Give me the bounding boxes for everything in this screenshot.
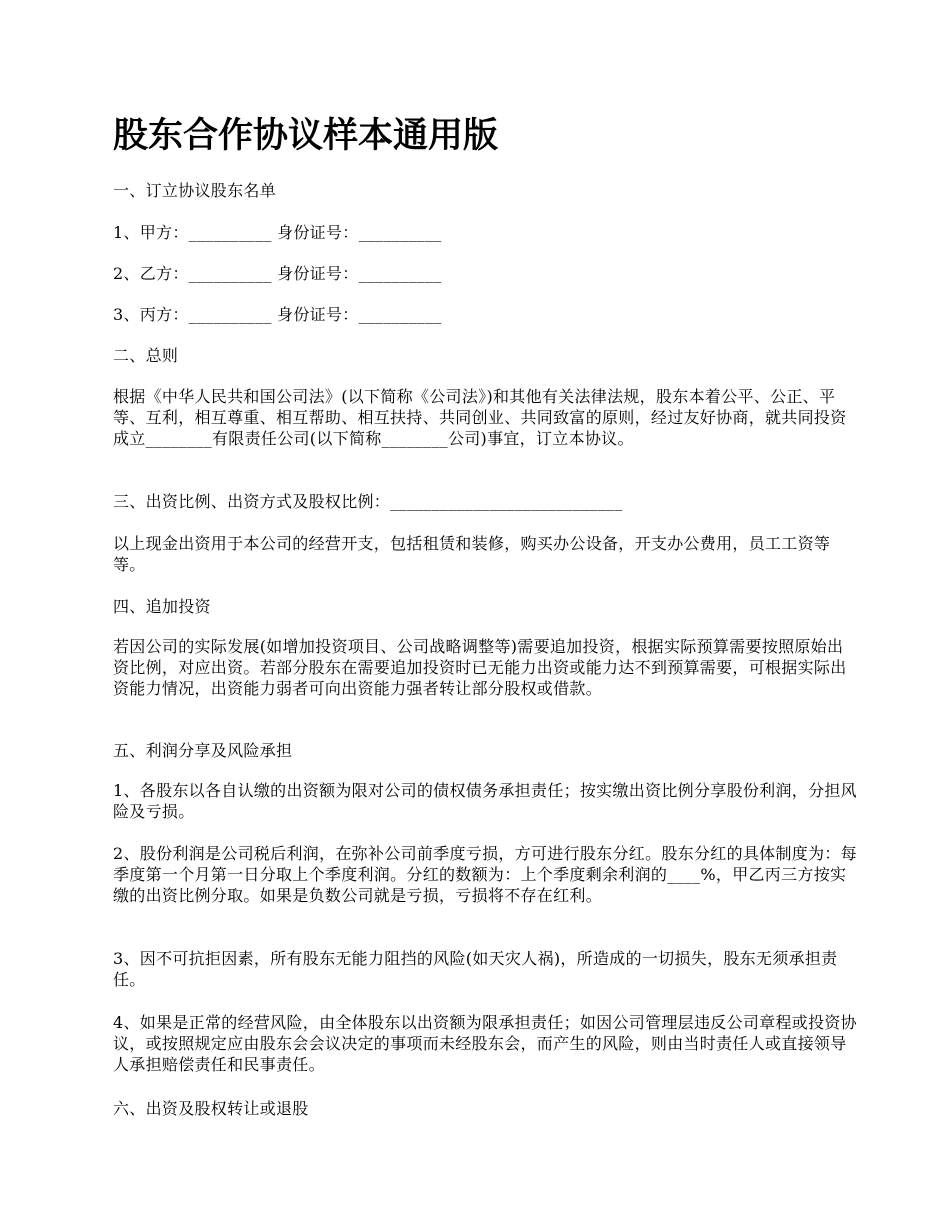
section-heading-5: 五、利润分享及风险承担 — [113, 741, 293, 760]
additional-investment-paragraph: 若因公司的实际发展(如增加投资项目、公司战略调整等)需要追加投资，根据实际预算需要按照原始出资比例，对应出资。若部分股东在需要追加投资时已无能力出资或能力达不到预算需要，可根据实际出资能力情况，出资能力弱者可向出资能力强者转让部分股权或借款。 — [113, 637, 847, 698]
profit-clause-3: 3、因不可抗拒因素，所有股东无能力阻挡的风险(如天灾人祸)，所造成的一切损失，股东无须承担责任。 — [113, 949, 838, 989]
general-principles-paragraph: 根据《中华人民共和国公司法》(以下简称《公司法》)和其他有关法律法规，股东本着公平、公正、平等、互利，相互尊重、相互帮助、相互扶持、共同创业、共同致富的原则，经过友好协商，就共同投资成立________有限责任公司(以下简称________公司)事宜，订立本协议。 — [113, 387, 847, 448]
section-heading-1: 一、订立协议股东名单 — [113, 181, 277, 200]
profit-clause-2: 2、股份利润是公司税后利润，在弥补公司前季度亏损，方可进行股东分红。股东分红的具体制度为：每季度第一个月第一日分取上个季度利润。分红的数额为：上个季度剩余利润的____%，甲乙丙三方按实缴的出资比例分取。如果是负数公司就是亏损，亏损将不存在红利。 — [113, 844, 857, 905]
section-heading-6: 六、出资及股权转让或退股 — [113, 1099, 309, 1118]
section-heading-2: 二、总则 — [113, 346, 179, 365]
party-b-line: 2、乙方：__________ 身份证号：__________ — [113, 264, 442, 283]
section-heading-4: 四、追加投资 — [113, 597, 211, 616]
party-a-line: 1、甲方：__________ 身份证号：__________ — [113, 223, 442, 242]
party-c-line: 3、丙方：__________ 身份证号：__________ — [113, 305, 442, 324]
profit-clause-1: 1、各股东以各自认缴的出资额为限对公司的债权债务承担责任；按实缴出资比例分享股份利润，分担风险及亏损。 — [113, 781, 857, 821]
section-heading-3: 三、出资比例、出资方式及股权比例：____________________________ — [113, 492, 623, 511]
capital-usage-paragraph: 以上现金出资用于本公司的经营开支，包括租赁和装修，购买办公设备，开支办公费用，员工工资等等。 — [113, 534, 831, 574]
profit-clause-4: 4、如果是正常的经营风险，由全体股东以出资额为限承担责任；如因公司管理层违反公司章程或投资协议，或按照规定应由股东会会议决定的事项而未经股东会，而产生的风险，则由当时责任人或直接领导人承担赔偿责任和民事责任。 — [113, 1013, 857, 1074]
document-title: 股东合作协议样本通用版 — [113, 116, 499, 156]
